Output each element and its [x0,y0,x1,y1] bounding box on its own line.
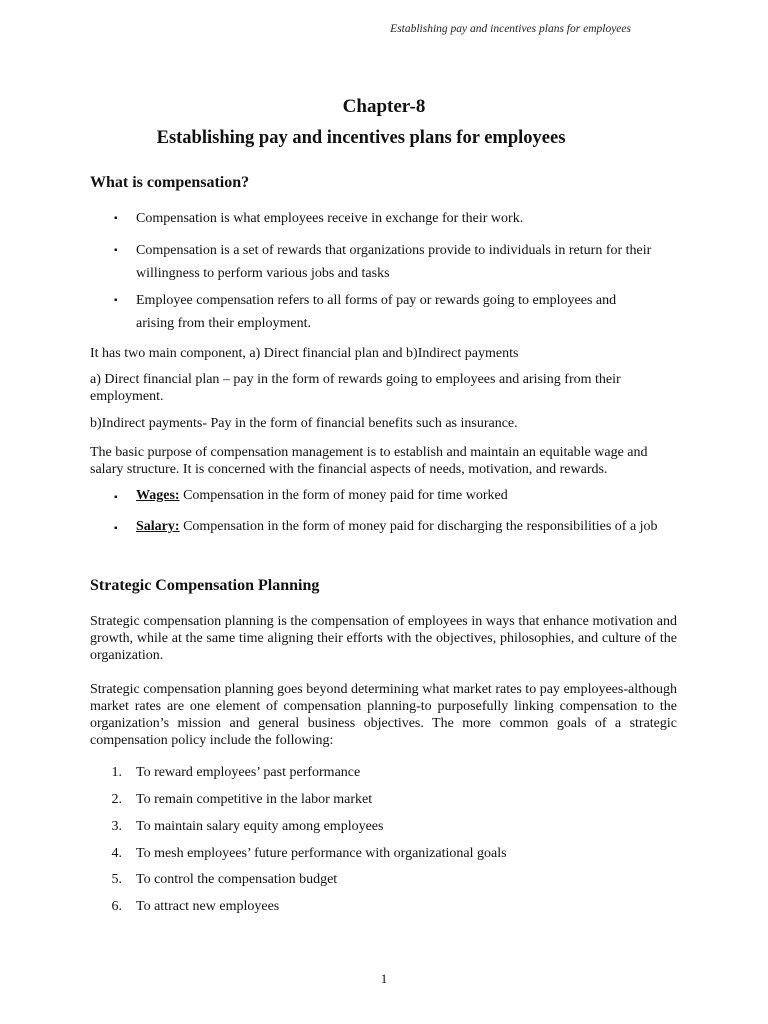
bullet-marker: ▪ [114,492,118,503]
indirect-payments: b)Indirect payments- Pay in the form of financial benefits such as insurance. [90,416,518,431]
list-item: Compensation is what employees receive in exchange for their work. [136,211,524,226]
strategic-para-2: Strategic compensation planning goes beyond determining what market rates to pay employees-although market rates are one element of compensation planning-to purposefully linking compensation to the organization’s mission and general business objectives. The more common goals of a strategic compensation policy include the following: [90,682,677,748]
list-item: To attract new employees [136,899,280,914]
goal-number: 3. [111,819,122,834]
compensation-purpose: The basic purpose of compensation management is to establish and maintain an equitable wage and salary structure. It is concerned with the financial aspects of needs, motivation, and rewards. [90,445,648,477]
section-heading-strategic: Strategic Compensation Planning [90,577,320,594]
list-item-wages [136,485,681,508]
page-title: Establishing pay and incentives plans for employees [156,128,566,148]
list-item: Compensation is a set of rewards that organizations provide to individuals in return for their willingness to perform various jobs and tasks [136,243,652,281]
list-item: To remain competitive in the labor market [136,792,373,807]
goal-number: 5. [111,872,122,887]
goal-number: 1. [111,765,122,780]
bullet-marker: ▪ [114,523,118,534]
components-intro: It has two main component, a) Direct financial plan and b)Indirect payments [90,346,519,361]
list-item: Employee compensation refers to all forms of pay or rewards going to employees and arising from their employment. [136,293,617,331]
list-item: To mesh employees’ future performance with organizational goals [136,846,507,861]
term-wages: Wages: [136,488,180,503]
term-salary: Salary: [136,519,180,534]
page-number: 1 [380,971,388,986]
list-item: To reward employees’ past performance [136,765,361,780]
definition-wages: Compensation in the form of money paid for time worked [179,488,508,503]
direct-financial-plan: a) Direct financial plan – pay in the form of rewards going to employees and arising from their employment. [90,372,621,404]
strategic-para-1: Strategic compensation planning is the compensation of employees in ways that enhance motivation and growth, while at the same time aligning their efforts with the objectives, philosophies, and culture of the organization. [90,614,677,663]
goal-number: 6. [111,899,122,914]
list-item-salary [136,516,681,539]
list-item: To maintain salary equity among employees [136,819,384,834]
bullet-marker: ▪ [114,245,118,256]
bullet-marker: ▪ [114,295,118,306]
list-item: To control the compensation budget [136,872,338,887]
goal-number: 2. [111,792,122,807]
goal-number: 4. [111,846,122,861]
definition-salary: Compensation in the form of money paid for discharging the responsibilities of a job [179,519,658,534]
running-header: Establishing pay and incentives plans for employees [390,23,631,35]
chapter-label: Chapter-8 [342,96,426,117]
section-heading-compensation: What is compensation? [90,174,250,191]
bullet-marker: ▪ [114,213,118,224]
